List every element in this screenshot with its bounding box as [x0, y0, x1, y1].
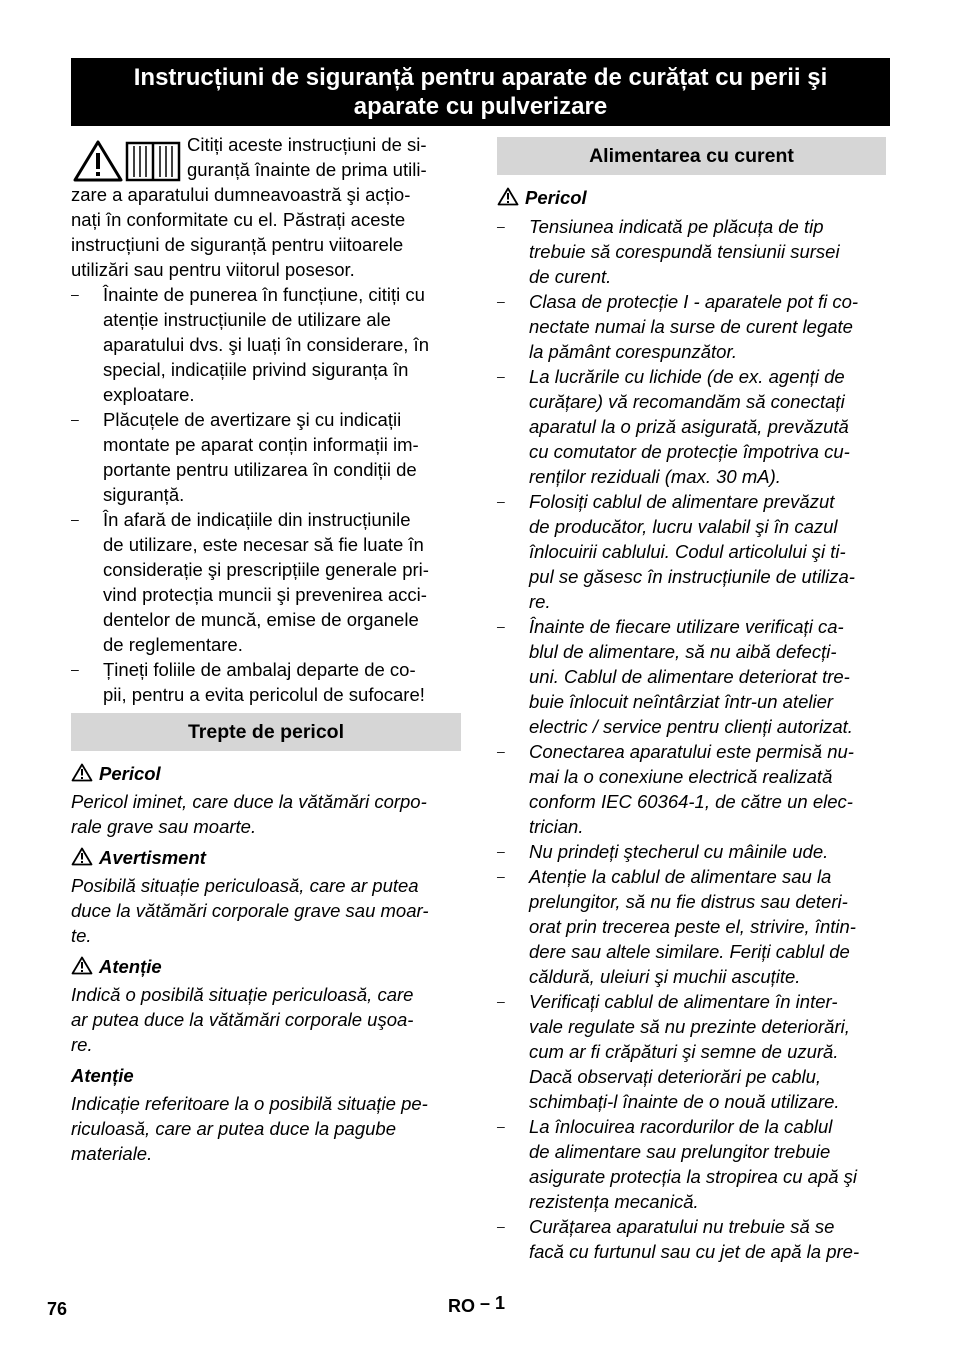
hazard-danger-text: Pericol iminet, care duce la vătămări corpo- rale grave sau moarte. [71, 791, 427, 837]
hazard-caution-text: Indică o posibilă situație periculoasă, care ar putea duce la vătămări corporale uşoa- re. [71, 984, 414, 1055]
page-title [71, 58, 890, 126]
warning-triangle-icon [497, 187, 519, 206]
section-heading-hazard: Trepte de pericol [71, 713, 461, 751]
power-warning-heading: Pericol [497, 186, 587, 210]
hazard-warning-text: Posibilă situație periculoasă, care ar putea duce la vătămări corporale grave sau moar- te. [71, 875, 429, 946]
title-line-1: Instrucțiuni de siguranță pentru aparate de curățat cu perii şi [133, 64, 828, 91]
section-heading-power: Alimentarea cu curent [497, 137, 886, 175]
intro-text-top: Citiți aceste instrucțiuni de si- guranță înainte de prima utili- [187, 134, 427, 180]
hazard-level-warning: Avertisment [71, 846, 206, 870]
warning-triangle-icon [71, 847, 93, 866]
hazard-level-caution: Atenție [71, 955, 162, 979]
hazard-notice-text: Indicație referitoare la o posibilă situație pe- riculoasă, care ar putea duce la pagube materiale. [71, 1093, 428, 1164]
open-book-icon [125, 140, 181, 182]
page-number: 76 [47, 1299, 68, 1319]
warning-triangle-icon [71, 763, 93, 782]
warning-triangle-icon [73, 140, 123, 182]
title-line-2: aparate cu pulverizare [353, 93, 608, 120]
footer-section-label: RO – 1 [448, 1293, 506, 1316]
hazard-level-notice: Atenție [71, 1065, 134, 1086]
warning-triangle-icon [71, 956, 93, 975]
hazard-level-danger: Pericol [71, 762, 161, 786]
intro-text: zare a aparatului dumneavoastră şi acțio- nați în conformitate cu el. Păstrați aceste instrucțiuni de siguranță pentru viitoarele utilizări sau pentru viitorul posesor. [71, 184, 411, 280]
